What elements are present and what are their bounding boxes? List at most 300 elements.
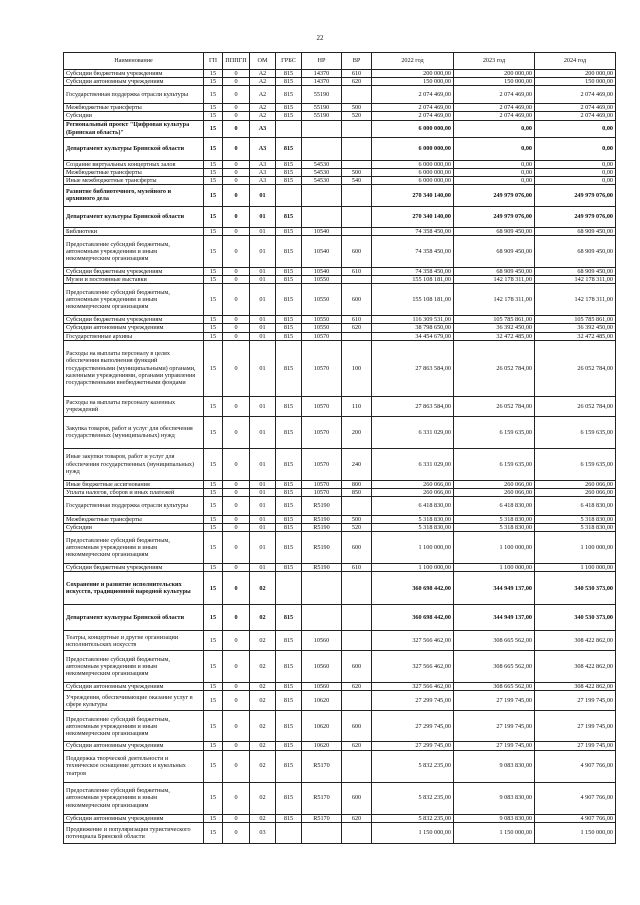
cell-amount-2023: 9 083 830,00 [454,750,535,782]
cell-pppgp: 0 [223,488,250,496]
cell-amount-2023: 308 665 562,00 [454,683,535,691]
cell-amount-2022: 260 066,00 [372,488,454,496]
cell-gp: 15 [204,814,223,822]
cell-amount-2022: 6 331 029,00 [372,448,454,480]
column-header-name: Наименование [64,53,204,70]
cell-pppgp: 0 [223,782,250,814]
cell-name: Субсидии автономным учреждениям [64,742,204,750]
table-row [64,496,616,515]
cell-amount-2022: 327 566 462,00 [372,651,454,683]
cell-vr: 620 [342,78,372,86]
cell-om: А2 [250,70,276,78]
cell-name: Иные закупки товаров, работ и услуг для обеспечения государственных (муниципальных) нужд [64,448,204,480]
cell-grbs: 815 [276,742,302,750]
cell-vr: 610 [342,316,372,324]
cell-om: 02 [250,782,276,814]
cell-vr: 100 [342,340,372,396]
cell-gp: 15 [204,120,223,137]
cell-amount-2022: 1 100 000,00 [372,532,454,564]
cell-amount-2023: 0,00 [454,137,535,160]
cell-vr [342,822,372,843]
cell-name: Предоставление субсидий бюджетным, автономным учреждениям и иным некоммерческим организациям [64,236,204,268]
cell-gp: 15 [204,782,223,814]
cell-nr: 10560 [302,683,342,691]
cell-amount-2022: 5 832 235,00 [372,750,454,782]
cell-om: 02 [250,750,276,782]
cell-amount-2022: 150 000,00 [372,78,454,86]
cell-amount-2024: 6 159 635,00 [535,416,616,448]
cell-amount-2024: 308 422 862,00 [535,631,616,651]
cell-pppgp: 0 [223,524,250,532]
cell-amount-2024: 32 472 485,00 [535,332,616,340]
cell-amount-2024: 105 785 861,00 [535,316,616,324]
cell-nr [302,206,342,227]
cell-name: Субсидии автономным учреждениям [64,78,204,86]
cell-amount-2023: 6 159 635,00 [454,416,535,448]
cell-om: 02 [250,691,276,711]
cell-amount-2022: 5 318 830,00 [372,524,454,532]
cell-gp: 15 [204,605,223,631]
cell-gp: 15 [204,750,223,782]
cell-gp: 15 [204,572,223,605]
cell-name: Государственная поддержка отрасли культуры [64,496,204,515]
cell-amount-2024: 308 422 862,00 [535,683,616,691]
cell-name: Предоставление субсидий бюджетным, автономным учреждениям и иным некоммерческим организациям [64,782,204,814]
table-row [64,631,616,651]
cell-nr: R5170 [302,782,342,814]
cell-nr [302,822,342,843]
column-header-gp: ГП [204,53,223,70]
cell-amount-2024: 260 066,00 [535,480,616,488]
cell-gp: 15 [204,104,223,112]
cell-amount-2024: 4 907 766,00 [535,750,616,782]
cell-amount-2023: 308 665 562,00 [454,651,535,683]
budget-table [63,52,616,844]
cell-grbs: 815 [276,268,302,276]
cell-pppgp: 0 [223,268,250,276]
cell-gp: 15 [204,276,223,284]
table-row [64,572,616,605]
cell-gp: 15 [204,416,223,448]
cell-vr: 200 [342,416,372,448]
cell-pppgp: 0 [223,564,250,572]
cell-amount-2024: 4 907 766,00 [535,814,616,822]
cell-amount-2024: 26 052 784,00 [535,396,616,416]
table-row [64,651,616,683]
table-header-row [64,53,616,70]
cell-vr [342,605,372,631]
cell-amount-2024: 5 318 830,00 [535,515,616,523]
cell-nr: 54530 [302,160,342,168]
cell-amount-2023: 150 000,00 [454,78,535,86]
cell-amount-2022: 27 299 745,00 [372,742,454,750]
cell-pppgp: 0 [223,316,250,324]
cell-pppgp: 0 [223,822,250,843]
table-row [64,524,616,532]
cell-grbs: 815 [276,78,302,86]
cell-amount-2022: 360 698 442,00 [372,605,454,631]
cell-vr [342,184,372,206]
cell-amount-2023: 0,00 [454,160,535,168]
cell-amount-2022: 27 299 745,00 [372,711,454,742]
cell-amount-2022: 6 000 000,00 [372,168,454,176]
cell-pppgp: 0 [223,227,250,235]
cell-grbs: 815 [276,176,302,184]
cell-name: Иные межбюджетные трансферты [64,176,204,184]
cell-om: 01 [250,524,276,532]
cell-nr: 10540 [302,227,342,235]
cell-nr: 10550 [302,316,342,324]
cell-nr: 10570 [302,340,342,396]
cell-nr: 10620 [302,742,342,750]
cell-name: Государственная поддержка отрасли культуры [64,86,204,104]
cell-vr: 620 [342,742,372,750]
cell-vr: 850 [342,488,372,496]
cell-nr [302,184,342,206]
cell-grbs: 815 [276,631,302,651]
cell-name: Субсидии бюджетным учреждениям [64,564,204,572]
cell-om: 02 [250,742,276,750]
table-row [64,324,616,332]
cell-nr: 54530 [302,176,342,184]
cell-nr: 10570 [302,448,342,480]
cell-pppgp: 0 [223,742,250,750]
cell-amount-2022: 5 832 235,00 [372,814,454,822]
cell-amount-2022: 74 358 450,00 [372,268,454,276]
cell-gp: 15 [204,70,223,78]
cell-amount-2023: 2 074 469,00 [454,112,535,120]
cell-grbs: 815 [276,104,302,112]
table-row [64,112,616,120]
cell-amount-2023: 5 318 830,00 [454,524,535,532]
cell-amount-2024: 6 418 830,00 [535,496,616,515]
cell-grbs: 815 [276,86,302,104]
cell-amount-2022: 74 358 450,00 [372,227,454,235]
cell-gp: 15 [204,532,223,564]
cell-name: Музеи и постоянные выставки [64,276,204,284]
column-header-pppgp: ПППГП [223,53,250,70]
cell-nr: R5190 [302,564,342,572]
cell-vr [342,691,372,711]
cell-name: Субсидии [64,524,204,532]
cell-gp: 15 [204,316,223,324]
cell-vr: 620 [342,814,372,822]
cell-gp: 15 [204,184,223,206]
cell-pppgp: 0 [223,78,250,86]
cell-name: Межбюджетные трансферты [64,515,204,523]
cell-amount-2024: 0,00 [535,137,616,160]
cell-amount-2022: 74 358 450,00 [372,236,454,268]
cell-amount-2024: 260 066,00 [535,488,616,496]
cell-amount-2023: 68 909 450,00 [454,236,535,268]
table-row [64,184,616,206]
cell-gp: 15 [204,515,223,523]
cell-vr [342,86,372,104]
cell-name: Субсидии бюджетным учреждениям [64,70,204,78]
cell-name: Субсидии бюджетным учреждениям [64,316,204,324]
cell-amount-2022: 5 318 830,00 [372,515,454,523]
cell-vr [342,137,372,160]
cell-name: Продвижение и популяризация туристического потенциала Брянской области [64,822,204,843]
cell-vr: 620 [342,683,372,691]
table-row [64,691,616,711]
cell-grbs: 815 [276,532,302,564]
cell-amount-2023: 26 052 784,00 [454,340,535,396]
table-row [64,70,616,78]
table-row [64,120,616,137]
cell-amount-2022: 27 299 745,00 [372,691,454,711]
cell-om: 02 [250,651,276,683]
cell-amount-2023: 249 979 076,00 [454,184,535,206]
cell-grbs: 815 [276,496,302,515]
cell-amount-2024: 340 530 373,00 [535,572,616,605]
cell-grbs: 815 [276,605,302,631]
cell-amount-2024: 27 199 745,00 [535,711,616,742]
cell-vr [342,572,372,605]
cell-pppgp: 0 [223,340,250,396]
cell-vr [342,750,372,782]
cell-nr: 10550 [302,324,342,332]
cell-om: 01 [250,340,276,396]
cell-name: Субсидии автономным учреждениям [64,683,204,691]
cell-om: 01 [250,206,276,227]
cell-om: 02 [250,814,276,822]
cell-amount-2023: 32 472 485,00 [454,332,535,340]
page-number: 22 [316,34,324,42]
cell-gp: 15 [204,176,223,184]
cell-amount-2023: 0,00 [454,176,535,184]
cell-om: 01 [250,316,276,324]
table-row [64,86,616,104]
cell-gp: 15 [204,206,223,227]
cell-grbs [276,184,302,206]
table-row [64,104,616,112]
cell-vr: 600 [342,711,372,742]
cell-amount-2023: 6 159 635,00 [454,448,535,480]
cell-pppgp: 0 [223,86,250,104]
cell-name: Предоставление субсидий бюджетным, автономным учреждениям и иным некоммерческим организациям [64,532,204,564]
cell-nr: 55190 [302,104,342,112]
cell-amount-2023: 9 083 830,00 [454,782,535,814]
cell-nr: 10570 [302,416,342,448]
cell-pppgp: 0 [223,651,250,683]
cell-name: Департамент культуры Брянской области [64,137,204,160]
cell-nr [302,605,342,631]
cell-name: Предоставление субсидий бюджетным, автономным учреждениям и иным некоммерческим организациям [64,284,204,316]
cell-om: 01 [250,515,276,523]
cell-nr: 10540 [302,236,342,268]
cell-om: 01 [250,268,276,276]
cell-vr [342,160,372,168]
cell-om: 02 [250,683,276,691]
cell-nr [302,120,342,137]
cell-amount-2023: 249 979 076,00 [454,206,535,227]
cell-amount-2024: 2 074 469,00 [535,86,616,104]
cell-vr [342,332,372,340]
cell-amount-2024: 0,00 [535,168,616,176]
cell-grbs: 815 [276,782,302,814]
cell-pppgp: 0 [223,515,250,523]
cell-amount-2024: 142 178 311,00 [535,284,616,316]
cell-amount-2022: 6 000 000,00 [372,176,454,184]
cell-amount-2022: 2 074 469,00 [372,86,454,104]
cell-nr: 10620 [302,691,342,711]
cell-gp: 15 [204,324,223,332]
cell-grbs: 815 [276,276,302,284]
cell-om: А3 [250,168,276,176]
cell-gp: 15 [204,448,223,480]
cell-nr: R5170 [302,814,342,822]
cell-gp: 15 [204,168,223,176]
table-row [64,480,616,488]
cell-om: 01 [250,332,276,340]
cell-amount-2024: 142 178 311,00 [535,276,616,284]
table-body [64,70,616,844]
cell-om: А2 [250,112,276,120]
cell-amount-2022: 2 074 469,00 [372,104,454,112]
cell-amount-2022: 327 566 462,00 [372,631,454,651]
cell-om: 02 [250,572,276,605]
cell-pppgp: 0 [223,750,250,782]
table-row [64,488,616,496]
cell-amount-2024: 1 100 000,00 [535,532,616,564]
cell-amount-2024: 200 000,00 [535,70,616,78]
cell-pppgp: 0 [223,324,250,332]
cell-grbs: 815 [276,448,302,480]
cell-grbs: 815 [276,160,302,168]
cell-nr: R5190 [302,532,342,564]
cell-pppgp: 0 [223,206,250,227]
column-header-nr: НР [302,53,342,70]
cell-om: А2 [250,86,276,104]
cell-gp: 15 [204,332,223,340]
cell-amount-2024: 0,00 [535,176,616,184]
cell-amount-2024: 150 000,00 [535,78,616,86]
column-header-om: ОМ [250,53,276,70]
cell-gp: 15 [204,340,223,396]
cell-om: А3 [250,160,276,168]
cell-om: 01 [250,416,276,448]
cell-amount-2023: 142 178 311,00 [454,276,535,284]
cell-vr: 240 [342,448,372,480]
cell-amount-2023: 0,00 [454,120,535,137]
cell-vr: 600 [342,782,372,814]
table-row [64,750,616,782]
cell-amount-2022: 34 454 679,00 [372,332,454,340]
table-row [64,176,616,184]
cell-name: Субсидии [64,112,204,120]
table-row [64,605,616,631]
cell-gp: 15 [204,711,223,742]
cell-amount-2022: 27 863 584,00 [372,396,454,416]
cell-amount-2024: 36 392 450,00 [535,324,616,332]
table-row [64,160,616,168]
cell-pppgp: 0 [223,332,250,340]
cell-amount-2024: 1 100 000,00 [535,564,616,572]
cell-amount-2023: 6 418 830,00 [454,496,535,515]
cell-amount-2024: 68 909 450,00 [535,227,616,235]
cell-amount-2022: 6 331 029,00 [372,416,454,448]
cell-amount-2023: 260 066,00 [454,488,535,496]
cell-vr: 500 [342,168,372,176]
table-row [64,448,616,480]
cell-gp: 15 [204,396,223,416]
cell-name: Департамент культуры Брянской области [64,605,204,631]
cell-amount-2024: 249 979 076,00 [535,184,616,206]
cell-vr: 610 [342,268,372,276]
cell-name: Субсидии автономным учреждениям [64,814,204,822]
column-header-2023: 2023 год [454,53,535,70]
cell-pppgp: 0 [223,137,250,160]
cell-vr [342,276,372,284]
table-row [64,532,616,564]
cell-amount-2023: 308 665 562,00 [454,631,535,651]
cell-pppgp: 0 [223,496,250,515]
cell-grbs: 815 [276,691,302,711]
cell-vr: 610 [342,564,372,572]
cell-grbs [276,822,302,843]
cell-amount-2022: 5 832 235,00 [372,782,454,814]
table-row [64,814,616,822]
cell-om: А3 [250,176,276,184]
cell-om: 02 [250,631,276,651]
cell-om: А2 [250,78,276,86]
cell-grbs: 815 [276,332,302,340]
cell-grbs: 815 [276,524,302,532]
cell-pppgp: 0 [223,691,250,711]
cell-pppgp: 0 [223,104,250,112]
cell-name: Субсидии бюджетным учреждениям [64,268,204,276]
cell-amount-2022: 6 418 830,00 [372,496,454,515]
cell-amount-2024: 68 909 450,00 [535,268,616,276]
cell-amount-2022: 38 798 650,00 [372,324,454,332]
cell-pppgp: 0 [223,168,250,176]
cell-amount-2024: 0,00 [535,160,616,168]
cell-amount-2022: 6 000 000,00 [372,137,454,160]
cell-pppgp: 0 [223,480,250,488]
cell-name: Предоставление субсидий бюджетным, автономным учреждениям и иным некоммерческим организациям [64,651,204,683]
cell-om: 02 [250,711,276,742]
cell-nr: 10570 [302,396,342,416]
cell-vr: 600 [342,651,372,683]
cell-name: Создание виртуальных концертных залов [64,160,204,168]
cell-pppgp: 0 [223,532,250,564]
cell-om: 01 [250,496,276,515]
cell-grbs: 815 [276,488,302,496]
cell-amount-2024: 4 907 766,00 [535,782,616,814]
cell-name: Уплата налогов, сборов и иных платежей [64,488,204,496]
column-header-2024: 2024 год [535,53,616,70]
cell-grbs: 815 [276,316,302,324]
cell-nr: 10540 [302,268,342,276]
table-row [64,683,616,691]
cell-amount-2023: 344 949 137,00 [454,605,535,631]
cell-amount-2024: 5 318 830,00 [535,524,616,532]
cell-pppgp: 0 [223,120,250,137]
cell-amount-2023: 27 199 745,00 [454,711,535,742]
table-row [64,515,616,523]
cell-gp: 15 [204,488,223,496]
cell-gp: 15 [204,160,223,168]
cell-amount-2024: 249 979 076,00 [535,206,616,227]
cell-gp: 15 [204,227,223,235]
column-header-vr: ВР [342,53,372,70]
cell-amount-2023: 27 199 745,00 [454,742,535,750]
cell-name: Закупка товаров, работ и услуг для обеспечения государственных (муниципальных) нужд [64,416,204,448]
cell-gp: 15 [204,631,223,651]
cell-vr [342,227,372,235]
cell-vr: 600 [342,284,372,316]
